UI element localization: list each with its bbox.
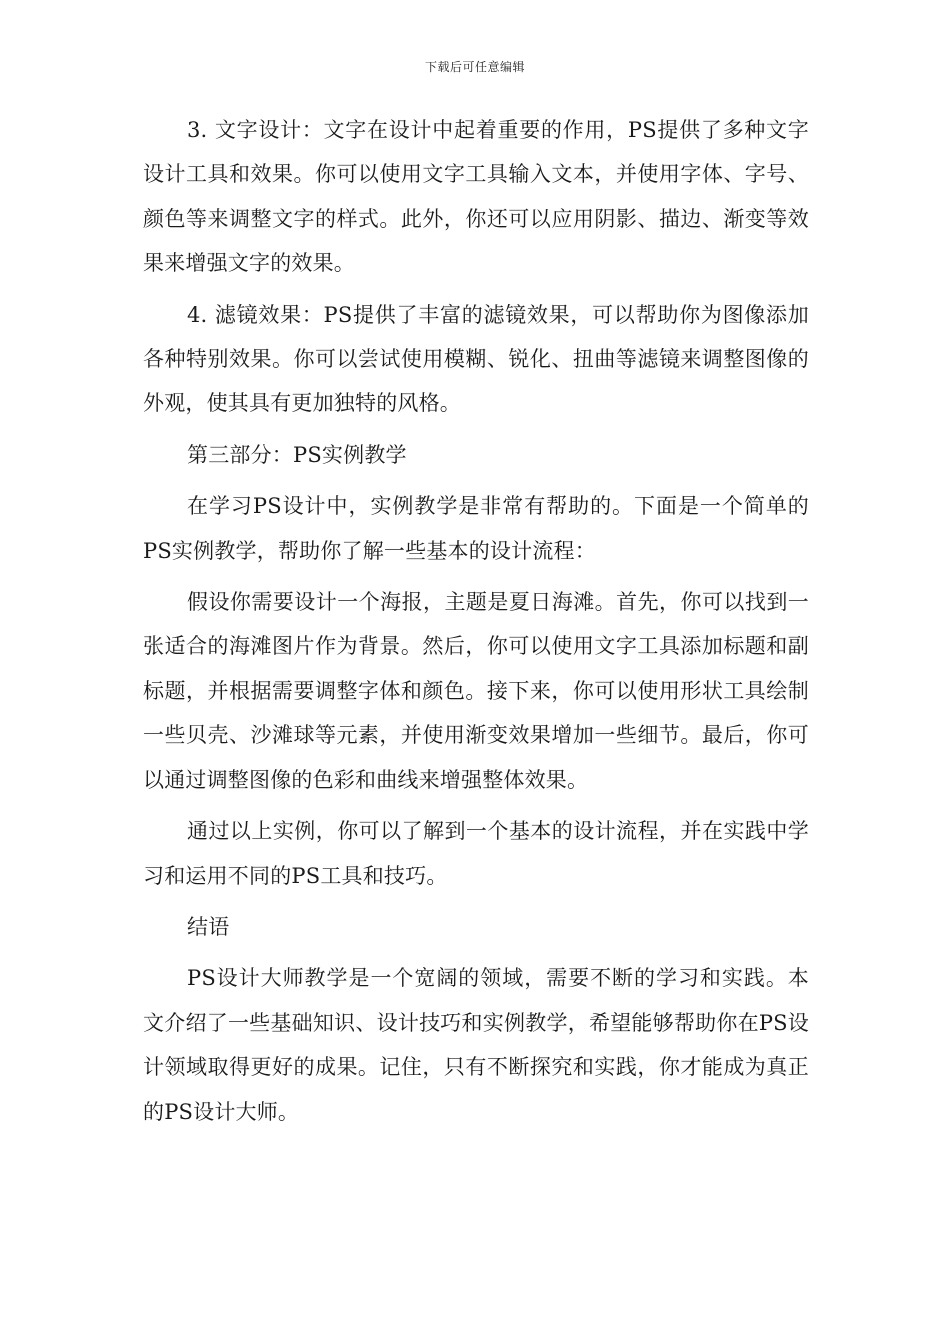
paragraph-conclusion: PS设计大师教学是一个宽阔的领域，需要不断的学习和实践。本文介绍了一些基础知识、设计技巧和实例教学，希望能够帮助你在PS设计领域取得更好的成果。记住，只有不断探究和实践，你才能成为真正的PS设计大师。 bbox=[143, 966, 809, 1124]
paragraph-poster-example: 假设你需要设计一个海报，主题是夏日海滩。首先，你可以找到一张适合的海滩图片作为背景。然后，你可以使用文字工具添加标题和副标题，并根据需要调整字体和颜色。接下来，你可以使用形状工具绘制一些贝壳、沙滩球等元素，并使用渐变效果增加一些细节。最后，你可以通过调整图像的色彩和曲线来增强整体效果。 bbox=[143, 590, 809, 792]
section-heading-conclusion: 结语 bbox=[187, 914, 230, 939]
page-header: 下载后可任意编辑 bbox=[424, 60, 525, 74]
paragraph-text-design: 3. 文字设计：文字在设计中起着重要的作用，PS提供了多种文字设计工具和效果。你可以使用文字工具输入文本，并使用字体、字号、颜色等来调整文字的样式。此外，你还可以应用阴影、描边、渐变等效果来增强文字的效果。 bbox=[143, 118, 809, 276]
paragraph-example-summary: 通过以上实例，你可以了解到一个基本的设计流程，并在实践中学习和运用不同的PS工具和技巧。 bbox=[143, 819, 809, 888]
document-body bbox=[143, 108, 809, 1141]
paragraph-example-intro: 在学习PS设计中，实例教学是非常有帮助的。下面是一个简单的PS实例教学，帮助你了解一些基本的设计流程： bbox=[143, 494, 809, 563]
paragraph-filter-effects: 4. 滤镜效果：PS提供了丰富的滤镜效果，可以帮助你为图像添加各种特别效果。你可以尝试使用模糊、锐化、扭曲等滤镜来调整图像的外观，使其具有更加独特的风格。 bbox=[143, 302, 809, 416]
section-heading-part-three: 第三部分：PS实例教学 bbox=[187, 442, 407, 467]
